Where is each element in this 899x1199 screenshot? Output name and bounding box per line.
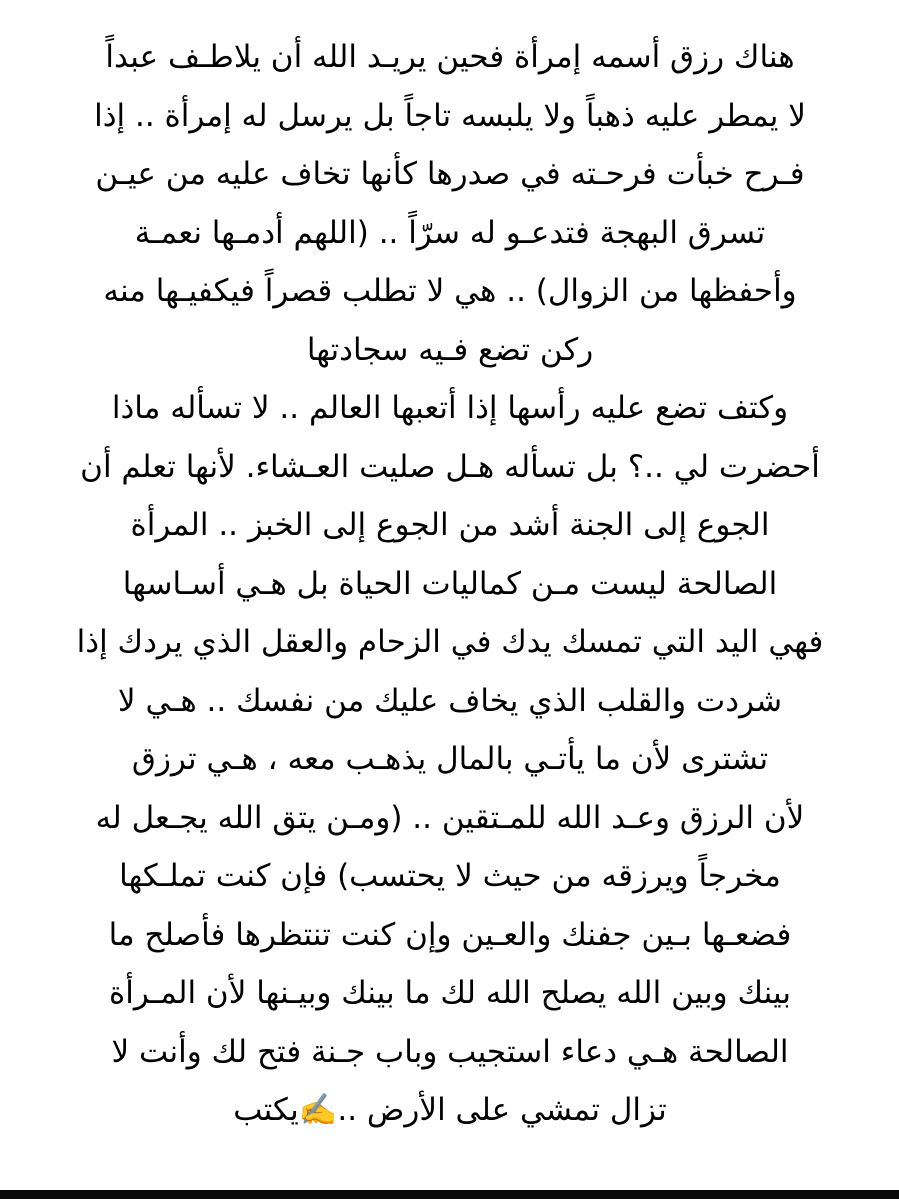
text-line-4: تسرق البهجة فتدعـو له سرّاً .. (اللهم أدمـها نعمـة	[134, 214, 766, 251]
arabic-text-block	[70, 28, 830, 1140]
text-line-13: تشترى لأن ما يأتـي بالمال يذهـب معه ، هـي ترزق	[131, 741, 769, 777]
text-line-12: شردت والقلب الذي يخاف عليك من نفسك .. هـي لا	[117, 682, 783, 719]
text-line-16: فضعـها بـين جفنك والعـين وإن كنت تنتظرها فأصلح ما	[108, 916, 792, 953]
text-line-10: الصالحة ليست مـن كماليات الحياة بل هـي أسـاسها	[122, 565, 778, 602]
text-line-14: لأن الرزق وعـد الله للمـتقين .. (ومـن يتق الله يجـعل له	[95, 799, 805, 836]
text-line-2: لا يمطر عليه ذهباً ولا يلبسه تاجاً بل يرسل له إمرأة .. إذا	[94, 97, 806, 134]
text-line-17: بينك وبين الله يصلح الله لك ما بينك وبيـنها لأن المـرأة	[109, 975, 791, 1011]
text-line-11: فهي اليد التي تمسك يدك في الزحام والعقل الذي يردك إذا	[76, 624, 824, 660]
text-line-6: ركن تضع فـيه سجادتها	[306, 331, 594, 368]
text-line-9: الجوع إلى الجنة أشد من الجوع إلى الخبز .. المرأة	[130, 507, 770, 543]
text-line-5: وأحفظها من الزوال) .. هي لا تطلب قصراً فيكفيـها منه	[103, 273, 797, 309]
text-line-15: مخرجاً ويرزقه من حيث لا يحتسب) فإن كنت تملـكها	[119, 858, 781, 894]
text-line-8: أحضرت لي ..؟ بل تسأله هـل صليت العـشاء. لأنها تعلم أن	[80, 448, 820, 485]
text-line-3: فـرح خبأت فرحـته في صدرها كأنها تخاف عليه من عيـن	[95, 156, 805, 192]
text-line-7: وكتف تضع عليه رأسها إذا أتعبها العالم .. لا تسأله ماذا	[111, 390, 789, 426]
bottom-edge-bar	[0, 1190, 899, 1199]
text-line-18: الصالحة هـي دعاء استجيب وباب جـنة فتح لك وأنت لا	[111, 1033, 789, 1070]
text-line-1: هناك رزق أسمه إمرأة فحين يريـد الله أن يلاطـف عبداً	[105, 39, 795, 75]
text-line-19: تزال تمشي على الأرض ..✍️يكتب	[233, 1092, 667, 1128]
